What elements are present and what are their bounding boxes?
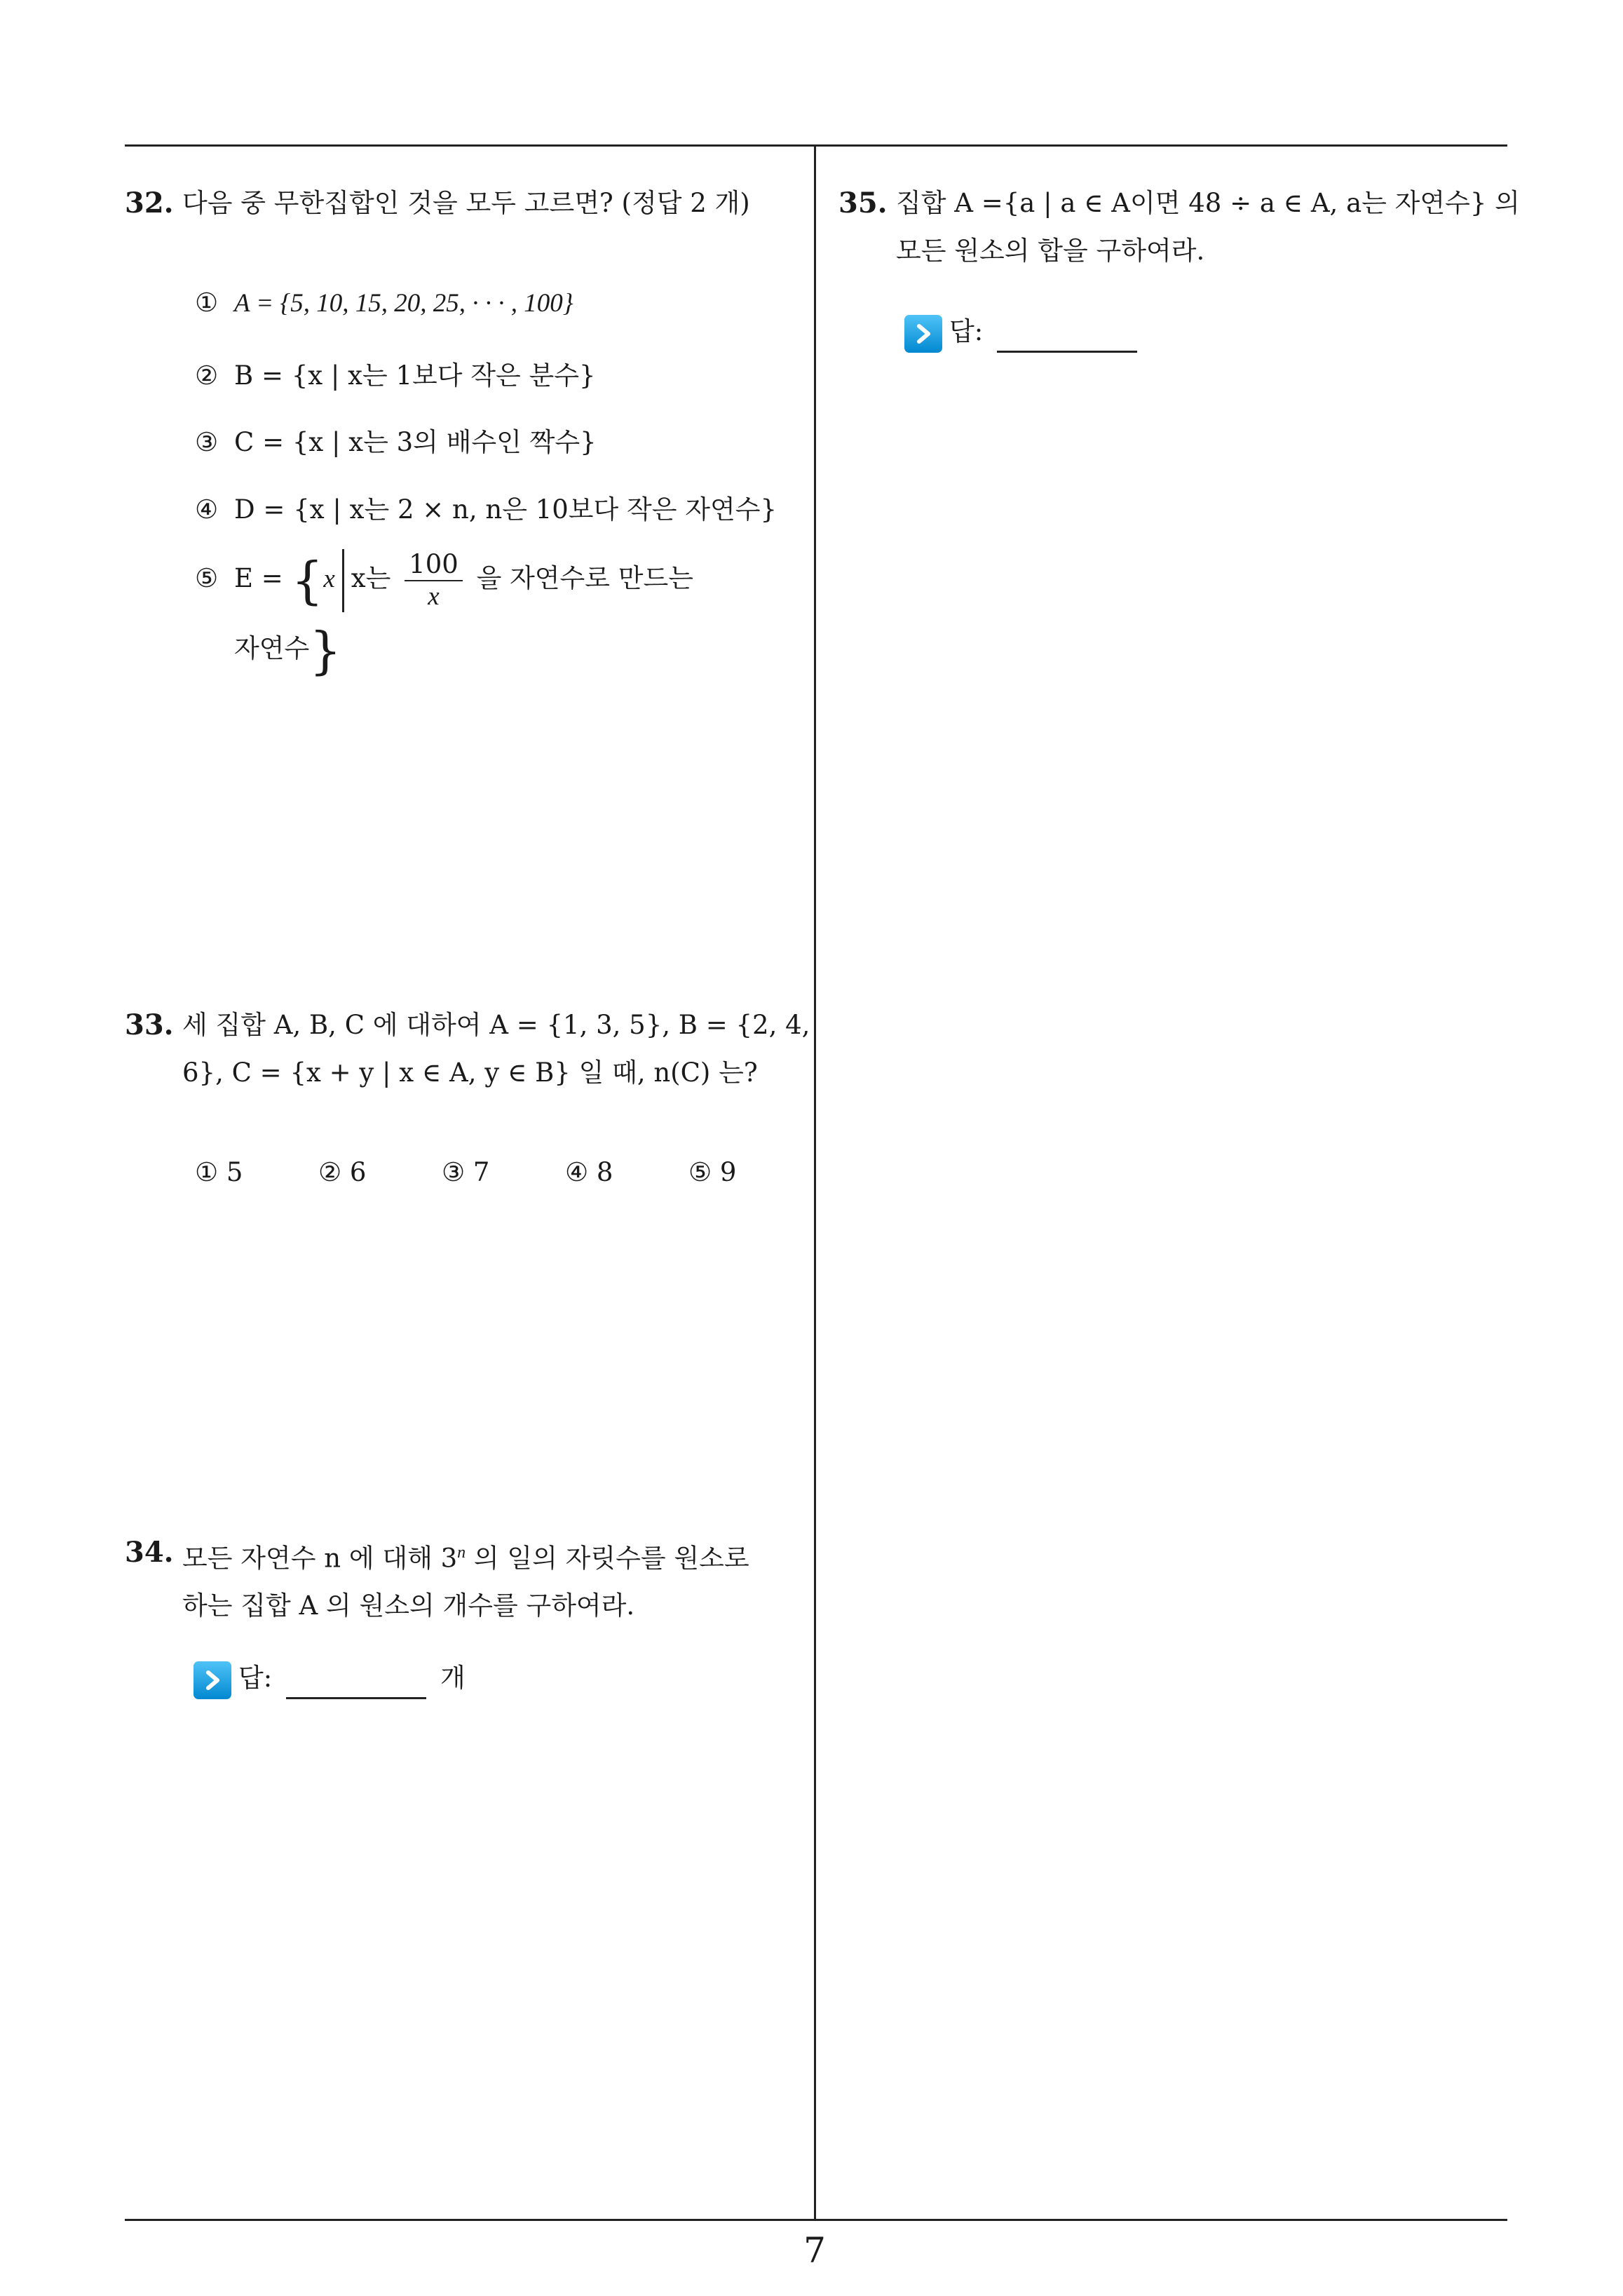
chevron-right-icon [193, 1661, 231, 1699]
option-pre: x는 [351, 563, 391, 593]
option-post: 을 자연수로 만드는 [476, 563, 694, 593]
option-number: ③ [195, 427, 219, 457]
exponent: n [457, 1544, 466, 1562]
answer-unit: 개 [440, 1663, 466, 1693]
option-3[interactable] [195, 421, 597, 459]
set-variable: x [323, 565, 335, 593]
option-1[interactable] [195, 288, 573, 318]
option-number: ① [195, 288, 219, 318]
fraction [405, 549, 463, 612]
bottom-rule [125, 2219, 1507, 2221]
chevron-right-icon [904, 315, 942, 353]
option-5[interactable] [195, 540, 693, 619]
option-number: ⑤ [195, 563, 219, 593]
option-2[interactable]: ② 6 [318, 1157, 367, 1187]
option-5-line2 [234, 617, 341, 682]
brace-close: } [309, 621, 342, 680]
question-33-options [195, 1157, 812, 1187]
question-number: 32. [125, 187, 174, 220]
top-rule [125, 144, 1507, 147]
answer-blank[interactable] [286, 1661, 426, 1699]
option-1[interactable]: ① 5 [195, 1157, 243, 1187]
set-bar [342, 549, 344, 612]
answer-row-35 [904, 310, 1137, 353]
column-divider [814, 144, 816, 2221]
line1-a: 모든 자연수 n 에 대해 3 [182, 1543, 458, 1574]
option-text: B = {x | x는 1보다 작은 분수} [234, 360, 596, 391]
option-4[interactable]: ④ 8 [565, 1157, 613, 1187]
option-text: C = {x | x는 3의 배수인 짝수} [234, 427, 597, 457]
answer-blank[interactable] [997, 314, 1137, 353]
question-32 [125, 180, 750, 227]
question-text: 다음 중 무한집합인 것을 모두 고르면? (정답 2 개) [182, 188, 750, 218]
brace-open: { [291, 551, 324, 610]
question-line1: 세 집합 A, B, C 에 대하여 A = {1, 3, 5}, B = {2, 4, [182, 1010, 810, 1040]
page-number: 7 [803, 2230, 826, 2271]
option-3[interactable]: ③ 7 [442, 1157, 490, 1187]
option-number: ② [195, 360, 219, 391]
question-line1: 집합 A ={a | a ∈ A이면 48 ÷ a ∈ A, a는 자연수} 의 [896, 188, 1520, 218]
question-number: 34. [125, 1536, 174, 1569]
question-number: 35. [838, 187, 888, 220]
answer-row-34 [193, 1656, 466, 1699]
question-33 [125, 1001, 810, 1097]
answer-label: 답: [949, 316, 984, 346]
option-number: ④ [195, 494, 219, 525]
question-35 [838, 180, 1520, 275]
question-34 [125, 1529, 749, 1630]
option-text: D = {x | x는 2 × n, n은 10보다 작은 자연수} [234, 494, 777, 525]
option-2[interactable] [195, 354, 596, 392]
question-number: 33. [125, 1008, 174, 1041]
line1-b: 의 일의 자릿수를 원소로 [466, 1543, 749, 1574]
question-line2: 하는 집합 A 의 원소의 개수를 구하여라. [182, 1591, 635, 1621]
question-line2: 모든 원소의 합을 구하여라. [896, 236, 1205, 266]
question-line2: 6}, C = {x + y | x ∈ A, y ∈ B} 일 때, n(C) 는? [182, 1058, 758, 1088]
option-4[interactable] [195, 488, 777, 526]
answer-label: 답: [238, 1663, 273, 1693]
fraction-denominator: x [428, 581, 440, 611]
fraction-numerator: 100 [405, 549, 463, 581]
option-line2: 자연수 [234, 633, 310, 663]
option-lhs: E = [234, 563, 283, 593]
option-text: A = {5, 10, 15, 20, 25, · · · , 100} [234, 289, 573, 318]
question-line1 [182, 1529, 749, 1582]
option-5[interactable]: ⑤ 9 [688, 1157, 737, 1187]
